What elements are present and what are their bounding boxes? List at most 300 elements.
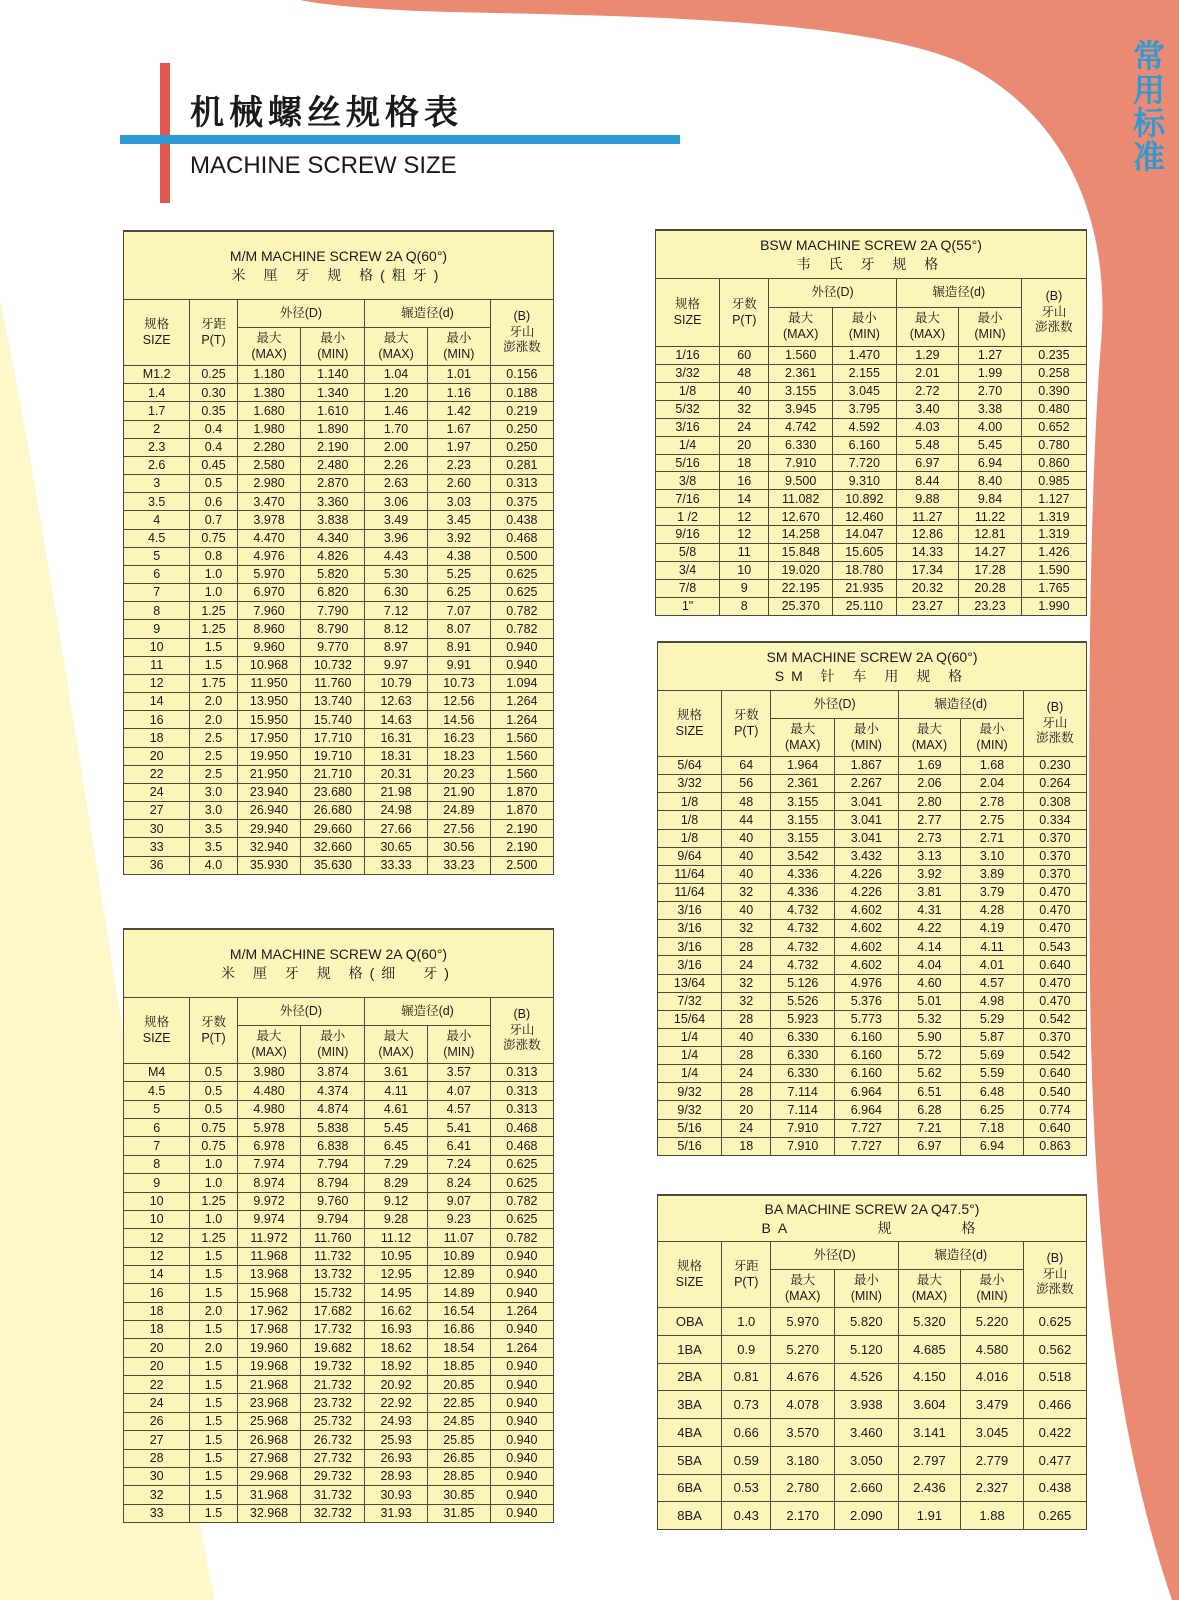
expansion-cell: 2.190 <box>490 820 553 838</box>
size-header <box>124 998 190 1064</box>
rd-max-cell: 6.51 <box>898 1083 961 1101</box>
rd-max-cell: 2.72 <box>896 382 959 400</box>
od-min-cell: 12.460 <box>833 508 897 526</box>
od-max-cell: 6.330 <box>771 1028 835 1046</box>
min-header-line: (MIN) <box>443 346 475 361</box>
rd-max-cell: 6.97 <box>896 454 959 472</box>
od-min-cell: 6.964 <box>835 1083 899 1101</box>
max-header <box>771 719 835 757</box>
table-row <box>124 1486 553 1504</box>
table-row <box>658 920 1086 938</box>
rd-max-cell: 10.95 <box>365 1247 428 1265</box>
od-max-cell: 22.195 <box>769 579 833 597</box>
thread-expansion-header-line: 牙山 <box>1042 715 1068 730</box>
od-min-cell: 4.226 <box>835 865 899 883</box>
pitch-cell: 1.5 <box>190 1467 237 1485</box>
expansion-cell: 0.782 <box>490 602 553 620</box>
table-row <box>656 490 1086 508</box>
expansion-cell: 0.774 <box>1023 1101 1086 1119</box>
page-title-cn: 机械螺丝规格表 <box>190 93 463 133</box>
spec-table <box>124 231 553 874</box>
rd-max-cell: 2.01 <box>896 364 959 382</box>
od-min-cell: 5.120 <box>835 1335 899 1363</box>
rd-max-cell: 5.72 <box>898 1047 961 1065</box>
od-min-cell: 23.732 <box>301 1394 365 1412</box>
rd-min-cell: 27.56 <box>427 820 490 838</box>
min-header-line: (MIN) <box>974 327 1006 341</box>
size-cell: 26 <box>124 1412 190 1430</box>
od-max-cell: 4.676 <box>771 1363 835 1391</box>
size-header-line: SIZE <box>675 723 704 738</box>
size-cell: 1BA <box>658 1335 722 1363</box>
expansion-cell: 0.518 <box>1023 1363 1086 1391</box>
expansion-cell: 0.940 <box>490 1486 553 1504</box>
pitch-header <box>190 300 237 366</box>
rd-max-cell: 14.95 <box>365 1284 428 1302</box>
size-cell: 9 <box>124 620 190 638</box>
table-row <box>124 475 553 493</box>
od-max-cell: 19.020 <box>769 562 833 580</box>
rd-min-cell: 8.40 <box>959 472 1022 490</box>
od-max-cell: 26.940 <box>237 802 301 820</box>
rd-min-cell: 3.03 <box>427 493 490 511</box>
table-row <box>124 1284 553 1302</box>
table-row <box>656 382 1086 400</box>
od-min-cell: 3.460 <box>835 1419 899 1447</box>
size-cell: 3/16 <box>658 902 722 920</box>
pitch-cell: 40 <box>722 847 771 865</box>
rd-max-cell: 2.80 <box>898 793 961 811</box>
od-max-cell: 3.542 <box>771 847 835 865</box>
rd-min-cell: 7.24 <box>427 1155 490 1173</box>
rd-max-cell: 3.604 <box>898 1391 961 1419</box>
pitch-cell: 11 <box>720 544 769 562</box>
rd-max-cell: 2.436 <box>898 1474 961 1502</box>
od-min-cell: 21.710 <box>301 765 365 783</box>
od-max-cell: 3.945 <box>769 400 833 418</box>
od-max-cell: 11.968 <box>237 1247 301 1265</box>
od-min-cell: 5.838 <box>301 1119 365 1137</box>
size-cell: 33 <box>124 838 190 856</box>
pitch-cell: 1.5 <box>190 1486 237 1504</box>
expansion-cell: 0.940 <box>490 1504 553 1522</box>
rd-min-cell: 23.23 <box>959 597 1022 615</box>
expansion-cell: 1.264 <box>490 711 553 729</box>
expansion-cell: 0.640 <box>1023 1065 1086 1083</box>
table-row <box>124 1082 553 1100</box>
od-min-cell: 7.794 <box>301 1155 365 1173</box>
rd-min-cell: 4.98 <box>961 992 1024 1010</box>
od-min-cell: 8.790 <box>301 620 365 638</box>
pitch-cell: 2.0 <box>190 693 237 711</box>
rd-max-cell: 30.93 <box>365 1486 428 1504</box>
size-cell: 5/16 <box>658 1119 722 1137</box>
expansion-cell: 1.094 <box>490 674 553 692</box>
od-max-cell: 5.970 <box>771 1308 835 1336</box>
size-cell: 5 <box>124 547 190 565</box>
pitch-header <box>720 279 769 347</box>
max-header-line: 最大 <box>256 1028 282 1043</box>
od-min-cell: 3.938 <box>835 1391 899 1419</box>
rd-max-cell: 1.70 <box>365 420 428 438</box>
mm-fine-table <box>123 928 554 1523</box>
pitch-cell: 0.35 <box>190 402 237 420</box>
table-row <box>658 1391 1086 1419</box>
rd-min-cell: 5.87 <box>961 1028 1024 1046</box>
size-cell: 7/8 <box>656 579 720 597</box>
rd-min-cell: 3.89 <box>961 865 1024 883</box>
thread-expansion-header-line: 澎涨数 <box>1035 320 1073 335</box>
rd-min-cell: 10.73 <box>427 674 490 692</box>
rd-max-cell: 5.90 <box>898 1028 961 1046</box>
od-min-cell: 10.892 <box>833 490 897 508</box>
side-tag-char: 常 <box>1132 37 1165 75</box>
rd-min-cell: 17.28 <box>959 562 1022 580</box>
rd-max-cell: 18.92 <box>365 1357 428 1375</box>
table-row <box>124 802 553 820</box>
rd-min-cell: 5.69 <box>961 1047 1024 1065</box>
pitch-header-line: 牙数 <box>731 296 757 311</box>
size-header-line: SIZE <box>673 312 702 327</box>
rd-max-cell: 20.32 <box>896 579 959 597</box>
table-row <box>124 1357 553 1375</box>
table-row <box>124 584 553 602</box>
pitch-header-line: P(T) <box>201 1030 226 1045</box>
od-min-cell: 7.727 <box>835 1119 899 1137</box>
size-cell: 16 <box>124 711 190 729</box>
table-row <box>658 1363 1086 1391</box>
od-max-cell: 11.972 <box>237 1229 301 1247</box>
pitch-cell: 12 <box>720 526 769 544</box>
od-max-cell: 3.155 <box>771 829 835 847</box>
od-max-cell: 7.960 <box>237 602 301 620</box>
rd-min-cell: 5.29 <box>961 1010 1024 1028</box>
rd-min-cell: 3.479 <box>961 1391 1024 1419</box>
outer-diameter-header: 外径(D) <box>769 279 896 308</box>
pitch-cell: 1.5 <box>190 1431 237 1449</box>
od-max-cell: 1.964 <box>771 757 835 775</box>
size-cell: 5BA <box>658 1446 722 1474</box>
table-caption-row <box>124 930 553 998</box>
expansion-cell: 0.281 <box>490 456 553 474</box>
size-cell: 2.6 <box>124 456 190 474</box>
rd-max-cell: 4.04 <box>898 956 961 974</box>
rd-max-cell: 4.43 <box>365 547 428 565</box>
rd-min-cell: 8.24 <box>427 1174 490 1192</box>
od-min-cell: 14.047 <box>833 526 897 544</box>
pitch-cell: 0.81 <box>722 1363 771 1391</box>
size-cell: 18 <box>124 1302 190 1320</box>
rd-min-cell: 30.56 <box>427 838 490 856</box>
od-min-cell: 1.867 <box>835 757 899 775</box>
table-row <box>124 366 553 384</box>
pitch-cell: 1.25 <box>190 1192 237 1210</box>
pitch-cell: 1.25 <box>190 1229 237 1247</box>
od-min-cell: 29.660 <box>301 820 365 838</box>
size-cell: 7/16 <box>656 490 720 508</box>
rd-max-cell: 33.33 <box>365 856 428 874</box>
rd-min-cell: 1.99 <box>959 364 1022 382</box>
min-header-line: 最小 <box>977 311 1003 326</box>
rd-max-cell: 12.95 <box>365 1265 428 1283</box>
pitch-cell: 10 <box>720 562 769 580</box>
rd-max-cell: 5.62 <box>898 1065 961 1083</box>
max-header-line: (MAX) <box>378 346 414 361</box>
table-row <box>658 1137 1086 1155</box>
table-row <box>658 811 1086 829</box>
pitch-cell: 0.5 <box>190 1100 237 1118</box>
od-min-cell: 3.432 <box>835 847 899 865</box>
thread-expansion-header-line: (B) <box>1046 700 1064 715</box>
rd-min-cell: 1.88 <box>961 1502 1024 1530</box>
rd-max-cell: 12.63 <box>365 693 428 711</box>
rd-min-cell: 31.85 <box>427 1504 490 1522</box>
expansion-cell: 0.313 <box>490 1082 553 1100</box>
od-min-cell: 4.826 <box>301 547 365 565</box>
pitch-cell: 1.0 <box>722 1308 771 1336</box>
size-cell: 18 <box>124 729 190 747</box>
pitch-cell: 9 <box>720 579 769 597</box>
pitch-header-line: 牙距 <box>733 1258 759 1273</box>
rd-min-cell: 5.45 <box>959 436 1022 454</box>
od-min-cell: 1.890 <box>301 420 365 438</box>
size-cell: 2.3 <box>124 438 190 456</box>
table-row <box>656 454 1086 472</box>
pitch-cell: 8 <box>720 597 769 615</box>
min-header-line: (MIN) <box>976 1288 1008 1303</box>
thread-expansion-header-line: 牙山 <box>1041 304 1067 319</box>
od-max-cell: 1.980 <box>237 420 301 438</box>
rd-min-cell: 11.22 <box>959 508 1022 526</box>
min-header-line: 最小 <box>979 1272 1005 1287</box>
table-row <box>124 1064 553 1082</box>
rd-max-cell: 4.03 <box>896 418 959 436</box>
pitch-cell: 14 <box>720 490 769 508</box>
od-max-cell: 4.732 <box>771 920 835 938</box>
od-min-cell: 8.794 <box>301 1174 365 1192</box>
expansion-cell: 0.334 <box>1023 811 1086 829</box>
pitch-cell: 1.5 <box>190 1284 237 1302</box>
table-row <box>658 1474 1086 1502</box>
od-max-cell: 4.732 <box>771 938 835 956</box>
expansion-cell: 0.625 <box>490 1155 553 1173</box>
table-caption-row <box>658 643 1086 691</box>
od-min-cell: 4.340 <box>301 529 365 547</box>
pitch-cell: 1.5 <box>190 1376 237 1394</box>
table-row <box>124 638 553 656</box>
size-cell: 2 <box>124 420 190 438</box>
table-row <box>124 1302 553 1320</box>
rd-min-cell: 2.78 <box>961 793 1024 811</box>
max-header <box>896 308 959 347</box>
od-max-cell: 7.114 <box>771 1101 835 1119</box>
expansion-cell: 0.470 <box>1023 974 1086 992</box>
table-row <box>124 729 553 747</box>
rd-min-cell: 6.94 <box>961 1137 1024 1155</box>
title-red-bar <box>160 63 170 203</box>
size-header-line: SIZE <box>142 332 171 347</box>
od-max-cell: 2.980 <box>237 475 301 493</box>
pitch-cell: 1.25 <box>190 602 237 620</box>
pitch-cell: 0.45 <box>190 456 237 474</box>
table-subtitle: 米 厘 牙 规 格(粗牙) <box>231 266 446 283</box>
table-title: M/M MACHINE SCREW 2A Q(60°) <box>229 247 448 264</box>
rd-min-cell: 3.79 <box>961 883 1024 901</box>
pitch-cell: 24 <box>722 1119 771 1137</box>
rd-max-cell: 8.97 <box>365 638 428 656</box>
size-cell: 24 <box>124 1394 190 1412</box>
od-min-cell: 11.732 <box>301 1247 365 1265</box>
table-caption-row <box>656 231 1086 279</box>
pitch-cell: 0.8 <box>190 547 237 565</box>
rd-min-cell: 2.04 <box>961 775 1024 793</box>
thread-expansion-header <box>1023 691 1086 757</box>
min-header <box>835 719 899 757</box>
expansion-cell: 1.870 <box>490 802 553 820</box>
od-min-cell: 15.732 <box>301 1284 365 1302</box>
od-max-cell: 3.978 <box>237 511 301 529</box>
od-min-cell: 5.376 <box>835 992 899 1010</box>
pitch-cell: 56 <box>722 775 771 793</box>
rd-max-cell: 27.66 <box>365 820 428 838</box>
rd-min-cell: 18.54 <box>427 1339 490 1357</box>
size-cell: 11/64 <box>658 865 722 883</box>
rd-max-cell: 1.04 <box>365 366 428 384</box>
pitch-header-line: P(T) <box>734 1274 759 1289</box>
od-max-cell: 23.968 <box>237 1394 301 1412</box>
expansion-cell: 0.940 <box>490 1394 553 1412</box>
rd-min-cell: 1.27 <box>959 347 1022 365</box>
size-header-line: 规格 <box>144 316 170 331</box>
rd-min-cell: 14.89 <box>427 1284 490 1302</box>
rd-max-cell: 4.22 <box>898 920 961 938</box>
od-max-cell: 6.330 <box>771 1065 835 1083</box>
expansion-cell: 1.990 <box>1021 597 1086 615</box>
od-min-cell: 35.630 <box>301 856 365 874</box>
od-min-cell: 15.740 <box>301 711 365 729</box>
min-header-line: (MIN) <box>850 1288 882 1303</box>
size-cell: 7/32 <box>658 992 722 1010</box>
pitch-header-line: P(T) <box>734 723 759 738</box>
rd-max-cell: 3.06 <box>365 493 428 511</box>
od-min-cell: 4.526 <box>835 1363 899 1391</box>
rd-max-cell: 2.73 <box>898 829 961 847</box>
table-row <box>658 883 1086 901</box>
od-max-cell: 3.155 <box>769 382 833 400</box>
size-cell: 24 <box>124 783 190 801</box>
od-min-cell: 25.110 <box>833 597 897 615</box>
pitch-cell: 1.5 <box>190 656 237 674</box>
table-header-row <box>124 300 553 328</box>
od-min-cell: 3.360 <box>301 493 365 511</box>
size-cell: 5/8 <box>656 544 720 562</box>
size-header-line: 规格 <box>677 707 703 722</box>
od-max-cell: 27.968 <box>237 1449 301 1467</box>
expansion-cell: 0.542 <box>1023 1047 1086 1065</box>
table-row <box>124 674 553 692</box>
pitch-cell: 0.73 <box>722 1391 771 1419</box>
od-max-cell: 1.380 <box>237 384 301 402</box>
thread-expansion-header-line: 澎涨数 <box>503 1038 541 1053</box>
size-cell: 1/4 <box>658 1047 722 1065</box>
size-header-line: 规格 <box>144 1014 170 1029</box>
rd-max-cell: 25.93 <box>365 1431 428 1449</box>
od-max-cell: 4.470 <box>237 529 301 547</box>
od-max-cell: 35.930 <box>237 856 301 874</box>
expansion-cell: 0.940 <box>490 638 553 656</box>
spec-table <box>658 642 1086 1155</box>
rd-max-cell: 4.150 <box>898 1363 961 1391</box>
rd-min-cell: 4.28 <box>961 902 1024 920</box>
pitch-cell: 1.0 <box>190 565 237 583</box>
od-max-cell: 13.968 <box>237 1265 301 1283</box>
rd-min-cell: 21.90 <box>427 783 490 801</box>
rolling-diameter-header: 辗造径(d) <box>898 691 1023 719</box>
pitch-cell: 4.0 <box>190 856 237 874</box>
table-row <box>124 1247 553 1265</box>
max-header-line: (MAX) <box>784 1288 821 1303</box>
pitch-cell: 2.0 <box>190 1302 237 1320</box>
table-caption <box>658 643 1086 691</box>
table-title: BSW MACHINE SCREW 2A Q(55°) <box>760 236 982 253</box>
od-min-cell: 29.732 <box>301 1467 365 1485</box>
pitch-header-line: P(T) <box>732 312 757 327</box>
rd-max-cell: 5.30 <box>365 565 428 583</box>
spec-table <box>658 1195 1086 1530</box>
rd-min-cell: 12.81 <box>959 526 1022 544</box>
pitch-cell: 3.5 <box>190 820 237 838</box>
pitch-cell: 1.75 <box>190 674 237 692</box>
rd-min-cell: 3.45 <box>427 511 490 529</box>
size-header <box>656 279 720 347</box>
od-max-cell: 32.940 <box>237 838 301 856</box>
od-max-cell: 3.155 <box>771 811 835 829</box>
table-row <box>124 783 553 801</box>
od-min-cell: 32.660 <box>301 838 365 856</box>
od-min-cell: 2.190 <box>301 438 365 456</box>
rd-max-cell: 14.63 <box>365 711 428 729</box>
rd-min-cell: 4.38 <box>427 547 490 565</box>
od-min-cell: 3.045 <box>833 382 897 400</box>
table-row <box>124 456 553 474</box>
size-cell: 9/32 <box>658 1101 722 1119</box>
od-min-cell: 9.794 <box>301 1210 365 1228</box>
max-header-line: (MAX) <box>251 1044 287 1059</box>
od-max-cell: 15.968 <box>237 1284 301 1302</box>
min-header-line: (MIN) <box>848 327 880 341</box>
table-row <box>124 1174 553 1192</box>
od-max-cell: 19.968 <box>237 1357 301 1375</box>
od-max-cell: 2.780 <box>771 1474 835 1502</box>
rd-max-cell: 16.31 <box>365 729 428 747</box>
pitch-cell: 1.25 <box>190 620 237 638</box>
od-min-cell: 3.041 <box>835 793 899 811</box>
rd-max-cell: 10.79 <box>365 674 428 692</box>
thread-expansion-header <box>490 998 553 1064</box>
table-row <box>124 1229 553 1247</box>
table-row <box>124 1449 553 1467</box>
table-subtitle: 韦 氏 牙 规 格 <box>796 255 946 272</box>
rd-max-cell: 26.93 <box>365 1449 428 1467</box>
max-header-line: (MAX) <box>784 737 821 752</box>
size-cell: 3 <box>124 475 190 493</box>
rd-max-cell: 1.69 <box>898 757 961 775</box>
expansion-cell: 0.470 <box>1023 902 1086 920</box>
spec-table <box>656 230 1086 615</box>
pitch-cell: 28 <box>722 1047 771 1065</box>
expansion-cell: 1.870 <box>490 783 553 801</box>
size-cell: 9/32 <box>658 1083 722 1101</box>
